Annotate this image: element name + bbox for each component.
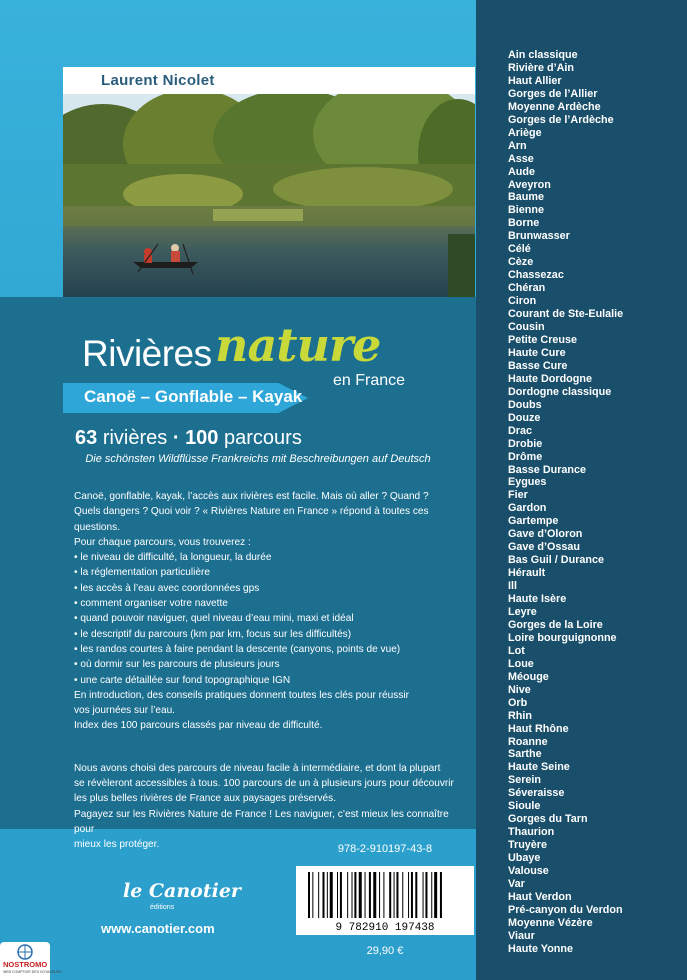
barcode-bar <box>337 872 338 918</box>
barcode-bar <box>347 872 348 918</box>
river-list-item: Eygues <box>508 476 547 489</box>
publisher-logo: le Canotier <box>123 880 241 902</box>
description-line: Index des 100 parcours classés par niveau de difficulté. <box>74 720 323 732</box>
description-line: Pour chaque parcours, vous trouverez : <box>74 536 251 548</box>
river-list-item: Loire bourguignonne <box>508 631 617 644</box>
count-separator: · <box>172 427 180 449</box>
description-bullet: • où dormir sur les parcours de plusieurs jours <box>74 659 280 671</box>
river-list-item: Haut Allier <box>508 74 562 87</box>
description-bullet: • les randos courtes à faire pendant la descente (canyons, points de vue) <box>74 643 401 655</box>
german-tagline: Die schönsten Wildflüsse Frankreichs mit Beschreibungen auf Deutsch <box>85 453 431 465</box>
river-list-item: Gartempe <box>508 515 559 528</box>
river-list-item: Truyère <box>508 839 548 852</box>
river-list-item: Borne <box>508 217 540 230</box>
barcode-bar <box>402 872 403 918</box>
description2-line: Pagayez sur les Rivières Nature de France ! Les naviguer, c’est mieux les connaître pour <box>74 808 449 835</box>
author-name: Laurent Nicolet <box>101 72 215 89</box>
river-list-item: Valouse <box>508 865 549 878</box>
description-bullet: • une carte détaillée sur fond topographique IGN <box>74 674 291 686</box>
river-list-item: Basse Cure <box>508 359 568 372</box>
river-list-item: Petite Creuse <box>508 333 578 346</box>
description2-line: les plus belles rivières de France aux paysages préservés. <box>74 793 337 805</box>
description-bullet: • comment organiser votre navette <box>74 598 228 610</box>
river-list-item: Viaur <box>508 929 535 942</box>
river-list-item: Lot <box>508 644 525 657</box>
river-list-item: Gave d’Ossau <box>508 541 581 554</box>
river-list-item: Orb <box>508 696 528 709</box>
book-title-suffix: en France <box>333 372 406 389</box>
barcode-bar <box>411 872 413 918</box>
description-line: Quels dangers ? Quoi voir ? « Rivières Nature en France » répond à toutes ces questions. <box>74 506 429 533</box>
river-list-item: Aveyron <box>508 178 551 191</box>
river-list-item: Drobie <box>508 437 543 450</box>
book-title-main: Rivières <box>82 333 212 374</box>
barcode-bar <box>396 872 398 918</box>
river-list-item: Basse Durance <box>508 463 587 476</box>
river-list-item: Fier <box>508 489 528 502</box>
barcode-bar <box>318 872 319 918</box>
river-list-item: Gorges de l’Ardèche <box>508 113 614 126</box>
barcode-bar <box>308 872 310 918</box>
river-list-item: Ubaye <box>508 852 541 865</box>
river-list-item: Baume <box>508 191 545 204</box>
description-bullet: • quand pouvoir naviguer, quel niveau d’eau mini, maxi et idéal <box>74 613 354 625</box>
river-list-item: Thaurion <box>508 826 555 839</box>
river-list-item: Haute Cure <box>508 346 566 359</box>
barcode-bar <box>352 872 353 918</box>
nostromo-sub: WEB COMPTOIR DES VOYAGEURS <box>3 970 62 974</box>
nostromo-name: NOSTROMO <box>3 960 48 969</box>
river-list-item: Drôme <box>508 450 543 463</box>
river-list-item: Moyenne Vézère <box>508 916 593 929</box>
river-list-item: Célé <box>508 243 531 256</box>
price: 29,90 € <box>366 945 404 957</box>
barcode-bar <box>415 872 417 918</box>
river-list-item: Rhin <box>508 709 532 722</box>
river-list-item: Haute Dordogne <box>508 372 592 385</box>
publisher-logo-sub: éditions <box>150 904 175 911</box>
river-list-item: Dordogne classique <box>508 385 612 398</box>
river-list-item: Drac <box>508 424 533 437</box>
river-list-item: Roanne <box>508 735 548 748</box>
barcode-bar <box>389 872 391 918</box>
book-description <box>74 489 469 853</box>
river-list-item: Hérault <box>508 567 546 580</box>
river-list-item: Haut Rhône <box>508 722 569 735</box>
river-list-item: Sarthe <box>508 748 542 761</box>
rivers-word: rivières <box>102 427 168 449</box>
river-list-item: Gardon <box>508 502 547 515</box>
routes-word: parcours <box>224 427 302 449</box>
river-list-item: Gorges du Tarn <box>508 813 588 826</box>
description2-line: Nous avons choisi des parcours de niveau facile à intermédiaire, et dont la plupart <box>74 762 441 774</box>
river-list-item: Chassezac <box>508 269 564 282</box>
river-list-item: Asse <box>508 152 534 165</box>
river-list-item: Haute Isère <box>508 593 567 606</box>
river-list-item: Arn <box>508 139 527 152</box>
river-list-item: Cousin <box>508 321 545 334</box>
rivers-routes-count <box>75 427 302 450</box>
barcode-bar <box>394 872 395 918</box>
description2-line: se révèleront accessibles à tous. 100 parcours de un à plusieurs jours pour découvrir <box>74 778 454 790</box>
barcode-digits: 9 782910 197438 <box>335 922 435 934</box>
barcode-bar <box>312 872 313 918</box>
barcode-bar <box>323 872 325 918</box>
barcode-bar <box>340 872 342 918</box>
river-list-item: Haut Verdon <box>508 890 572 903</box>
description-line: En introduction, des conseils pratiques donnent toutes les clés pour réussir <box>74 689 409 701</box>
river-list <box>508 49 623 956</box>
barcode-bar <box>365 872 366 918</box>
river-list-item: Doubs <box>508 398 542 411</box>
barcode-bar <box>359 872 362 918</box>
description-bullet: • la réglementation particulière <box>74 567 210 579</box>
description-bullet: • le niveau de difficulté, la longueur, la durée <box>74 552 272 564</box>
river-list-item: Séveraisse <box>508 787 565 800</box>
river-list-item: Ciron <box>508 295 537 308</box>
description-line: Canoë, gonflable, kayak, l’accès aux rivières est facile. Mais où aller ? Quand ? <box>74 491 429 502</box>
routes-count: 100 <box>185 427 219 449</box>
river-list-item: Méouge <box>508 670 549 683</box>
river-list-item: Aude <box>508 165 535 178</box>
barcode-bar <box>354 872 356 918</box>
river-list-item: Ariège <box>508 126 542 139</box>
description2-line: mieux les protéger. <box>74 839 160 851</box>
barcode-bar <box>434 872 437 918</box>
river-list-item: Ain classique <box>508 49 578 61</box>
river-list-item: Pré-canyon du Verdon <box>508 903 623 916</box>
barcode-bar <box>369 872 371 918</box>
barcode-graphic <box>296 866 474 935</box>
barcode <box>296 866 474 935</box>
river-canoe-photo <box>63 94 475 297</box>
river-list-item: Gorges de l’Allier <box>508 87 598 100</box>
river-list-item: Courant de Ste-Eulalie <box>508 308 624 321</box>
river-list-item: Ill <box>508 580 517 593</box>
isbn: 978-2-910197-43-8 <box>337 843 433 855</box>
barcode-bar <box>383 872 384 918</box>
river-list-item: Gave d’Oloron <box>508 528 583 541</box>
barcode-bar <box>423 872 424 918</box>
barcode-bar <box>431 872 432 918</box>
river-list-item: Cèze <box>508 256 534 269</box>
river-list-item: Moyenne Ardèche <box>508 100 601 113</box>
book-subtitle: Canoë – Gonflable – Kayak <box>84 387 303 406</box>
river-list-item: Brunwasser <box>508 230 570 243</box>
river-list-item: Bas Guil / Durance <box>508 554 605 567</box>
river-list-item: Sioule <box>508 800 541 813</box>
river-list-item: Gorges de la Loire <box>508 618 603 631</box>
river-list-item: Chéran <box>508 282 546 295</box>
river-list-item: Var <box>508 878 525 890</box>
river-list-item: Loue <box>508 657 534 670</box>
rivers-count: 63 <box>75 427 98 449</box>
river-list-item: Rivière d’Ain <box>508 61 574 74</box>
river-list-item: Leyre <box>508 605 537 618</box>
barcode-bar <box>327 872 328 918</box>
barcode-bar <box>330 872 333 918</box>
river-list-item: Douze <box>508 411 541 424</box>
barcode-bar <box>408 872 409 918</box>
river-list-item: Nive <box>508 683 531 696</box>
publisher-website[interactable]: www.canotier.com <box>101 921 215 936</box>
river-list-item: Haute Seine <box>508 761 570 774</box>
river-list-item: Bienne <box>508 204 544 217</box>
river-list-item: Serein <box>508 774 542 787</box>
book-title-highlight: nature <box>215 318 381 372</box>
barcode-bar <box>425 872 427 918</box>
description-line: vos journées sur l’eau. <box>74 705 175 717</box>
description-bullet: • le descriptif du parcours (km par km, focus sur les difficultés) <box>74 628 352 640</box>
barcode-bar <box>373 872 376 918</box>
description-bullet: • les accès à l’eau avec coordonnées gps <box>74 582 260 594</box>
river-list-item: Haute Yonne <box>508 942 573 955</box>
barcode-bar <box>379 872 380 918</box>
barcode-bar <box>440 872 442 918</box>
